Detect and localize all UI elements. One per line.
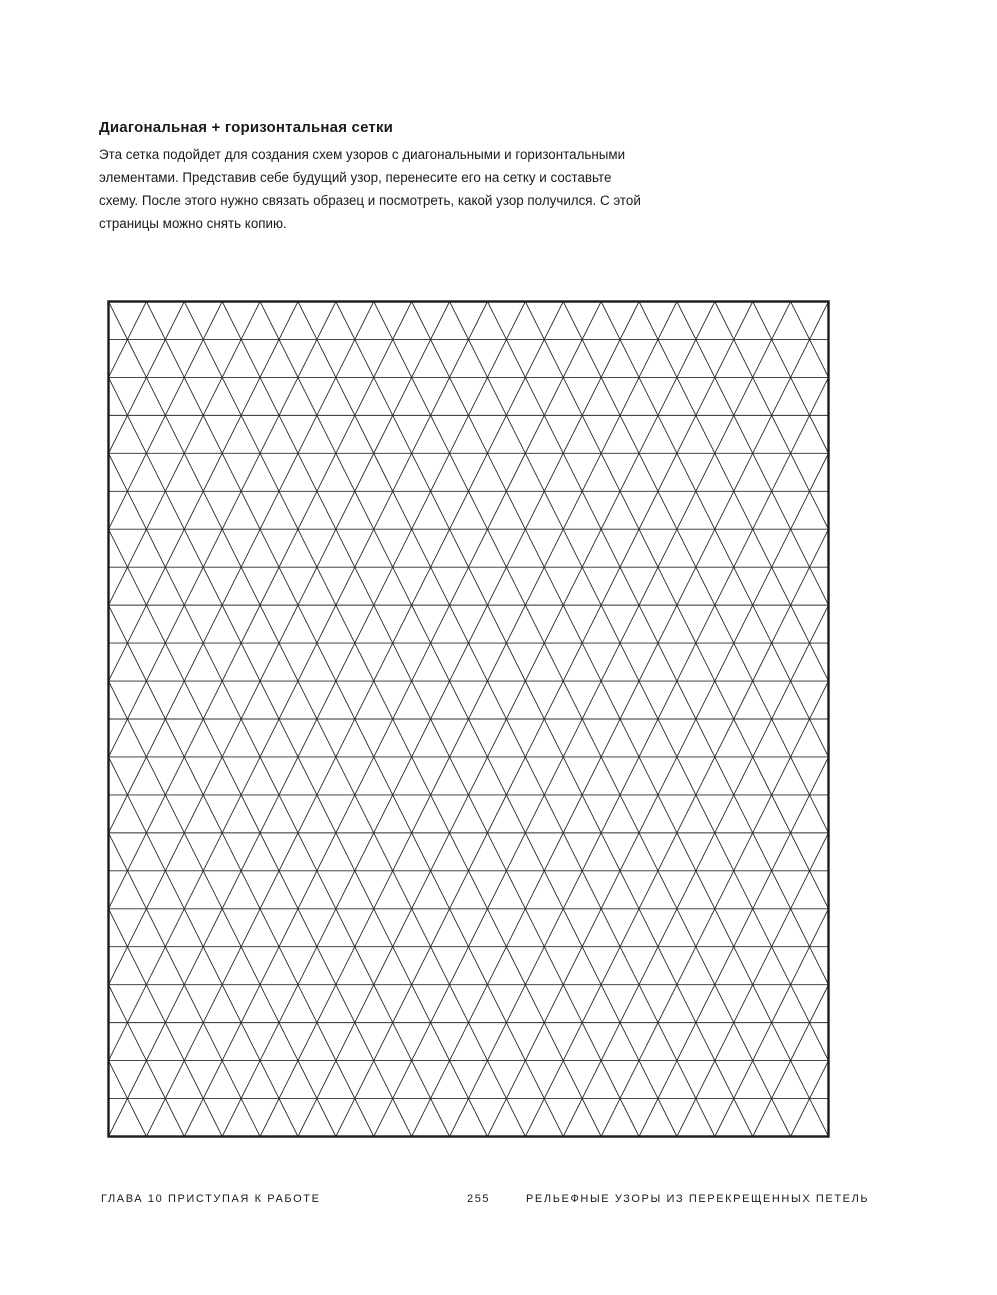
section-intro	[99, 143, 699, 235]
intro-line: схему. После этого нужно связать образец и посмотреть, какой узор получился. С этой	[99, 193, 641, 208]
footer-page-number: 255	[467, 1193, 491, 1205]
grid-canvas	[107, 300, 830, 1138]
intro-line: Эта сетка подойдет для создания схем узоров с диагональными и горизонтальными	[99, 147, 626, 162]
footer-chapter: ГЛАВА 10 ПРИСТУПАЯ К РАБОТЕ	[101, 1193, 321, 1205]
footer-section-title: РЕЛЬЕФНЫЕ УЗОРЫ ИЗ ПЕРЕКРЕЩЕННЫХ ПЕТЕЛЬ	[526, 1193, 870, 1205]
diagonal-horizontal-grid	[107, 300, 830, 1138]
intro-line: элементами. Представив себе будущий узор, перенесите его на сетку и составьте	[99, 170, 612, 185]
section-heading: Диагональная + горизонтальная сетки	[99, 119, 394, 136]
intro-line: страницы можно снять копию.	[99, 216, 287, 231]
grid-lines	[107, 302, 830, 1137]
